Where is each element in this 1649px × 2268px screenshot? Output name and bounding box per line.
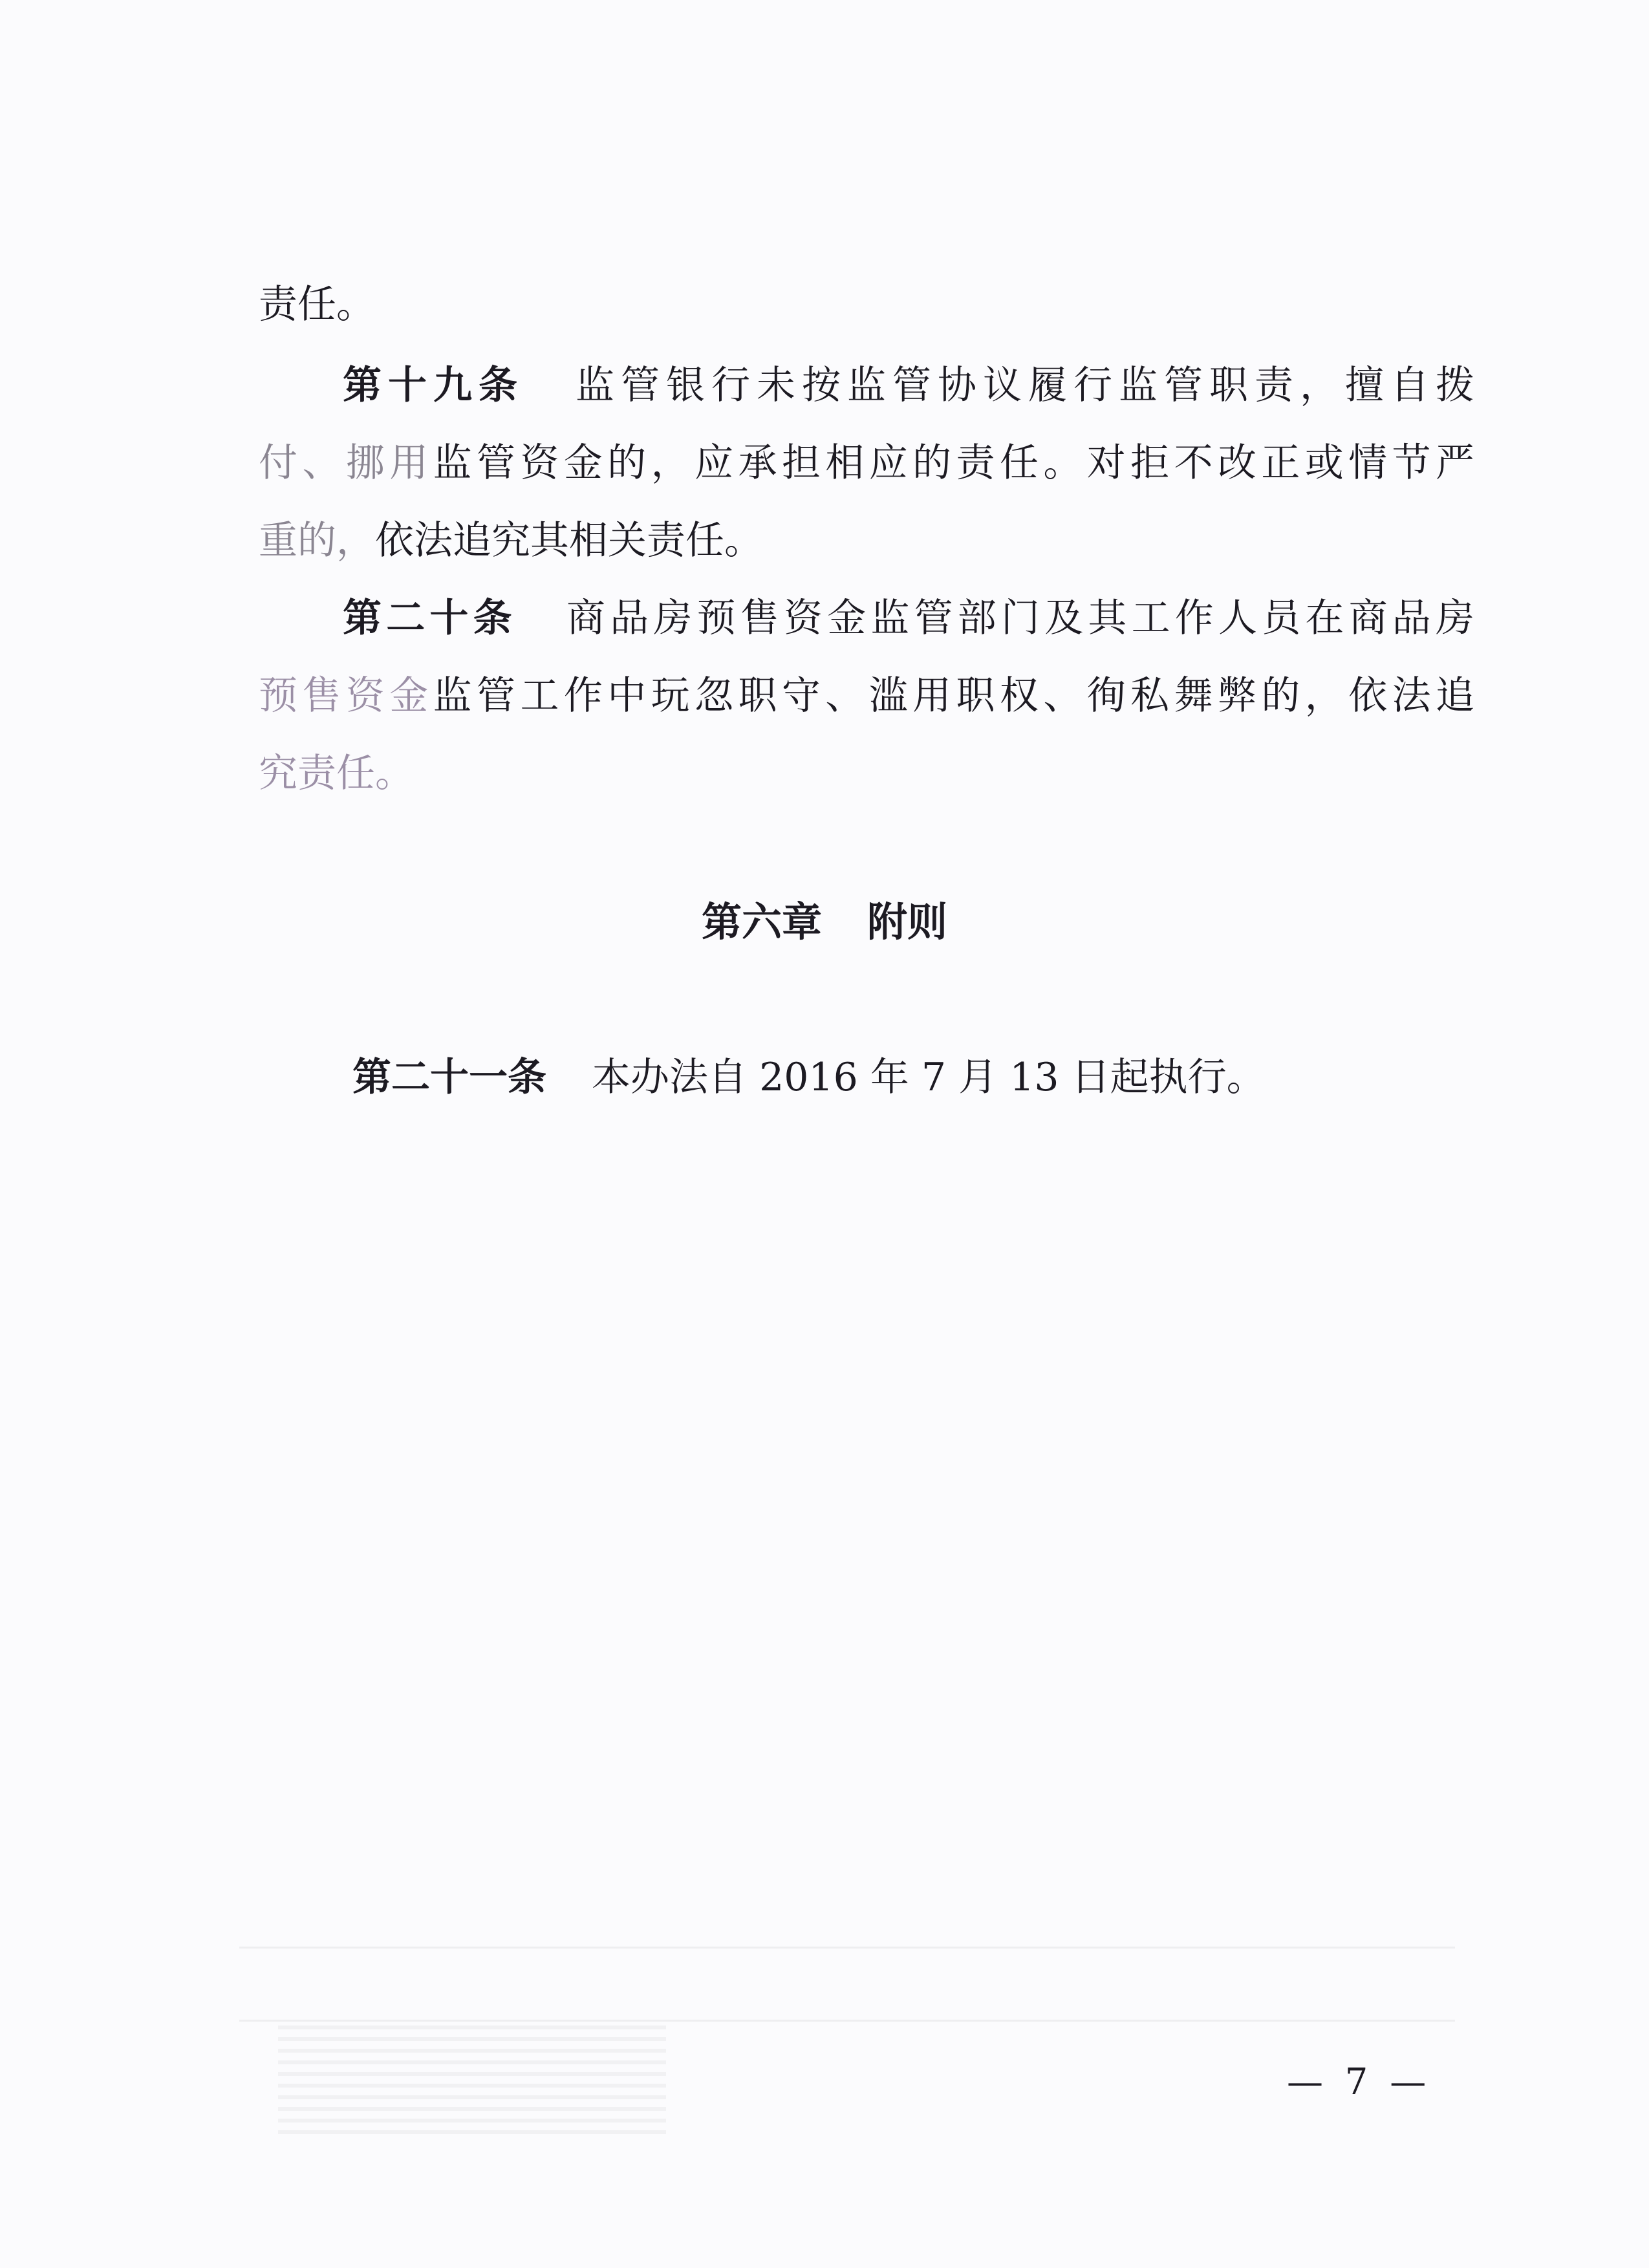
article-20-text-1: 商品房预售资金监管部门及其工作人员在商品房 bbox=[561, 596, 1475, 641]
continuation-line bbox=[259, 281, 375, 328]
article-21-heading: 第二十一条 bbox=[352, 1055, 546, 1100]
article-19-line-2 bbox=[259, 440, 1474, 486]
continuation-text: 责任。 bbox=[259, 282, 375, 327]
article-20-faded-2: 预售资金 bbox=[259, 673, 433, 718]
article-19-heading: 第十九条 bbox=[343, 363, 524, 408]
chapter-title: 附则 bbox=[867, 898, 948, 945]
article-19-text-3: 依法追究其相关责任。 bbox=[375, 518, 763, 563]
show-through-stamp bbox=[278, 2024, 666, 2134]
article-21-text: 本办法自 2016 年 7 月 13 日起执行。 bbox=[592, 1055, 1266, 1100]
article-20-faded-3: 究责任。 bbox=[259, 751, 414, 796]
chapter-6-heading bbox=[0, 899, 1649, 945]
article-21-line bbox=[352, 1054, 1266, 1101]
article-19-text-1: 监管银行未按监管协议履行监管职责，擅自拨 bbox=[569, 363, 1474, 408]
article-20-text-2: 监管工作中玩忽职守、滥用职权、徇私舞弊的，依法追 bbox=[433, 673, 1475, 718]
article-20-line-1 bbox=[343, 595, 1474, 642]
article-19-faded-2: 付、挪用 bbox=[259, 440, 433, 486]
show-through-artifact bbox=[239, 1947, 1455, 2022]
chapter-number: 第六章 bbox=[701, 898, 822, 945]
article-20-line-2 bbox=[259, 673, 1474, 719]
article-19-line-3 bbox=[259, 517, 763, 564]
page-number: — 7 — bbox=[1287, 2061, 1432, 2103]
article-19-faded-3: 重的， bbox=[259, 518, 375, 563]
article-20-line-3 bbox=[259, 750, 414, 797]
article-20-heading: 第二十条 bbox=[343, 596, 517, 641]
article-19-text-2: 监管资金的，应承担相应的责任。对拒不改正或情节严 bbox=[433, 440, 1475, 486]
article-19-line-1 bbox=[343, 362, 1474, 409]
